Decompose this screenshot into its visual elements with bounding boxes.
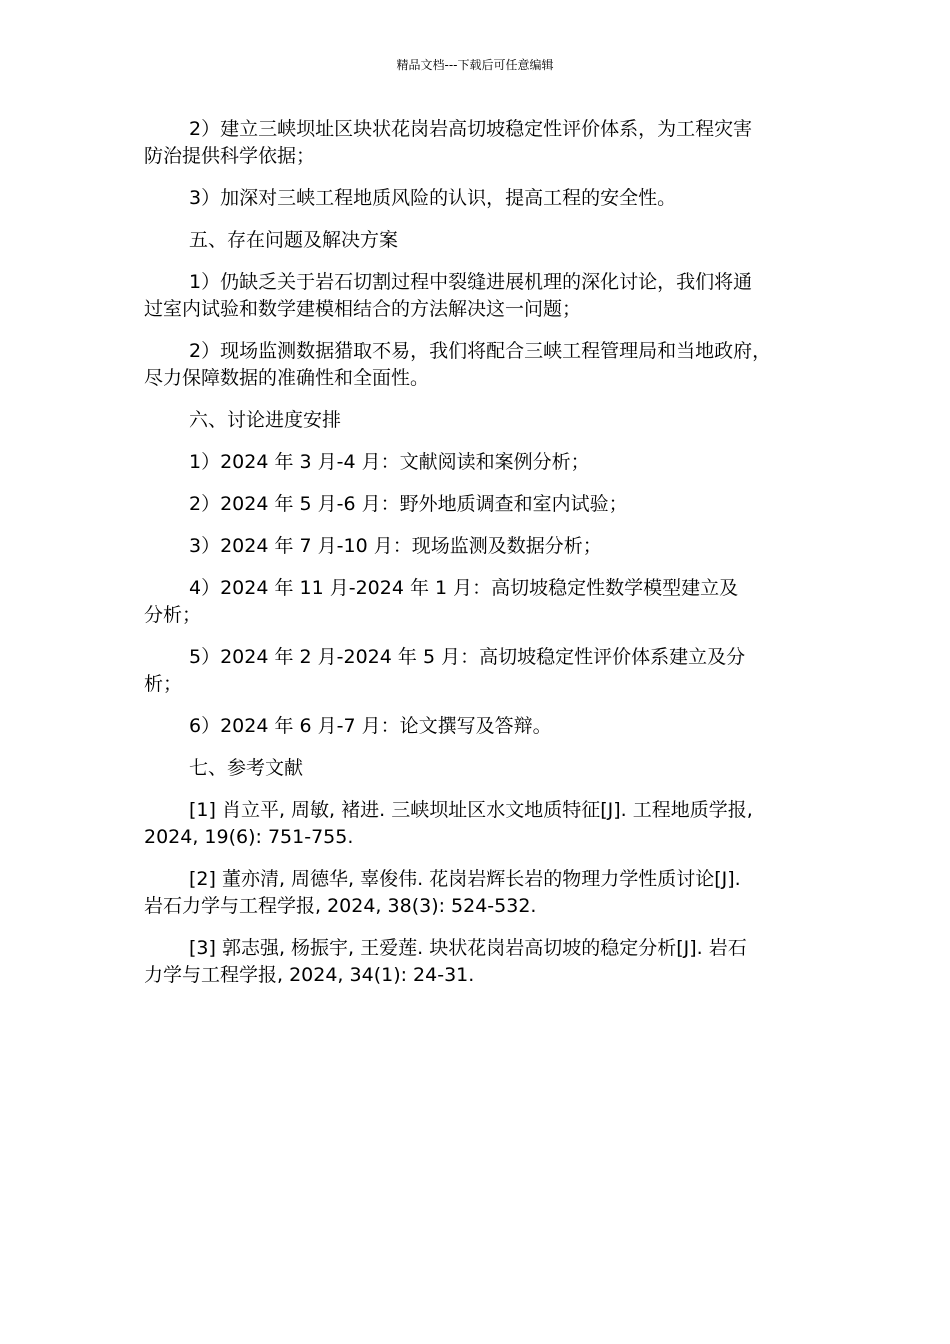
list-item-problem-2: 2）现场监测数据猎取不易，我们将配合三峡工程管理局和当地政府， 尽力保障数据的准确性和全面性。	[144, 340, 772, 389]
list-item-schedule-4: 4）2024 年 11 月-2024 年 1 月：高切坡稳定性数学模型建立及 分析；	[144, 577, 739, 626]
list-item-schedule-1: 1）2024 年 3 月-4 月：文献阅读和案例分析；	[189, 451, 590, 473]
section-heading-problems: 五、存在问题及解决方案	[189, 229, 399, 251]
reference-item-1: [1] 肖立平, 周敏, 褚进. 三峡坝址区水文地质特征[J]. 工程地质学报, 2024, 19(6): 751-755.	[144, 799, 753, 848]
list-item-schedule-5: 5）2024 年 2 月-2024 年 5 月：高切坡稳定性评价体系建立及分 析；	[144, 646, 746, 695]
section-heading-schedule: 六、讨论进度安排	[189, 409, 342, 431]
list-item-objective-3: 3）加深对三峡工程地质风险的认识，提高工程的安全性。	[189, 187, 677, 209]
reference-item-2: [2] 董亦清, 周德华, 辜俊伟. 花岗岩辉长岩的物理力学性质讨论[J]. 岩石力学与工程学报, 2024, 38(3): 524-532.	[144, 868, 741, 917]
list-item-problem-1: 1）仍缺乏关于岩石切割过程中裂缝进展机理的深化讨论，我们将通 过室内试验和数学建模相结合的方法解决这一问题；	[144, 271, 753, 320]
list-item-schedule-6: 6）2024 年 6 月-7 月：论文撰写及答辩。	[189, 715, 552, 737]
list-item-schedule-3: 3）2024 年 7 月-10 月：现场监测及数据分析；	[189, 535, 602, 557]
document-body	[144, 116, 814, 1004]
section-heading-references: 七、参考文献	[189, 757, 304, 779]
list-item-schedule-2: 2）2024 年 5 月-6 月：野外地质调查和室内试验；	[189, 493, 628, 515]
reference-item-3: [3] 郭志强, 杨振宇, 王爱莲. 块状花岗岩高切坡的稳定分析[J]. 岩石 力学与工程学报, 2024, 34(1): 24-31.	[144, 937, 747, 986]
page-header: 精品文档---下载后可任意编辑	[396, 58, 554, 72]
list-item-objective-2: 2）建立三峡坝址区块状花岗岩高切坡稳定性评价体系，为工程灾害 防治提供科学依据；	[144, 118, 753, 167]
